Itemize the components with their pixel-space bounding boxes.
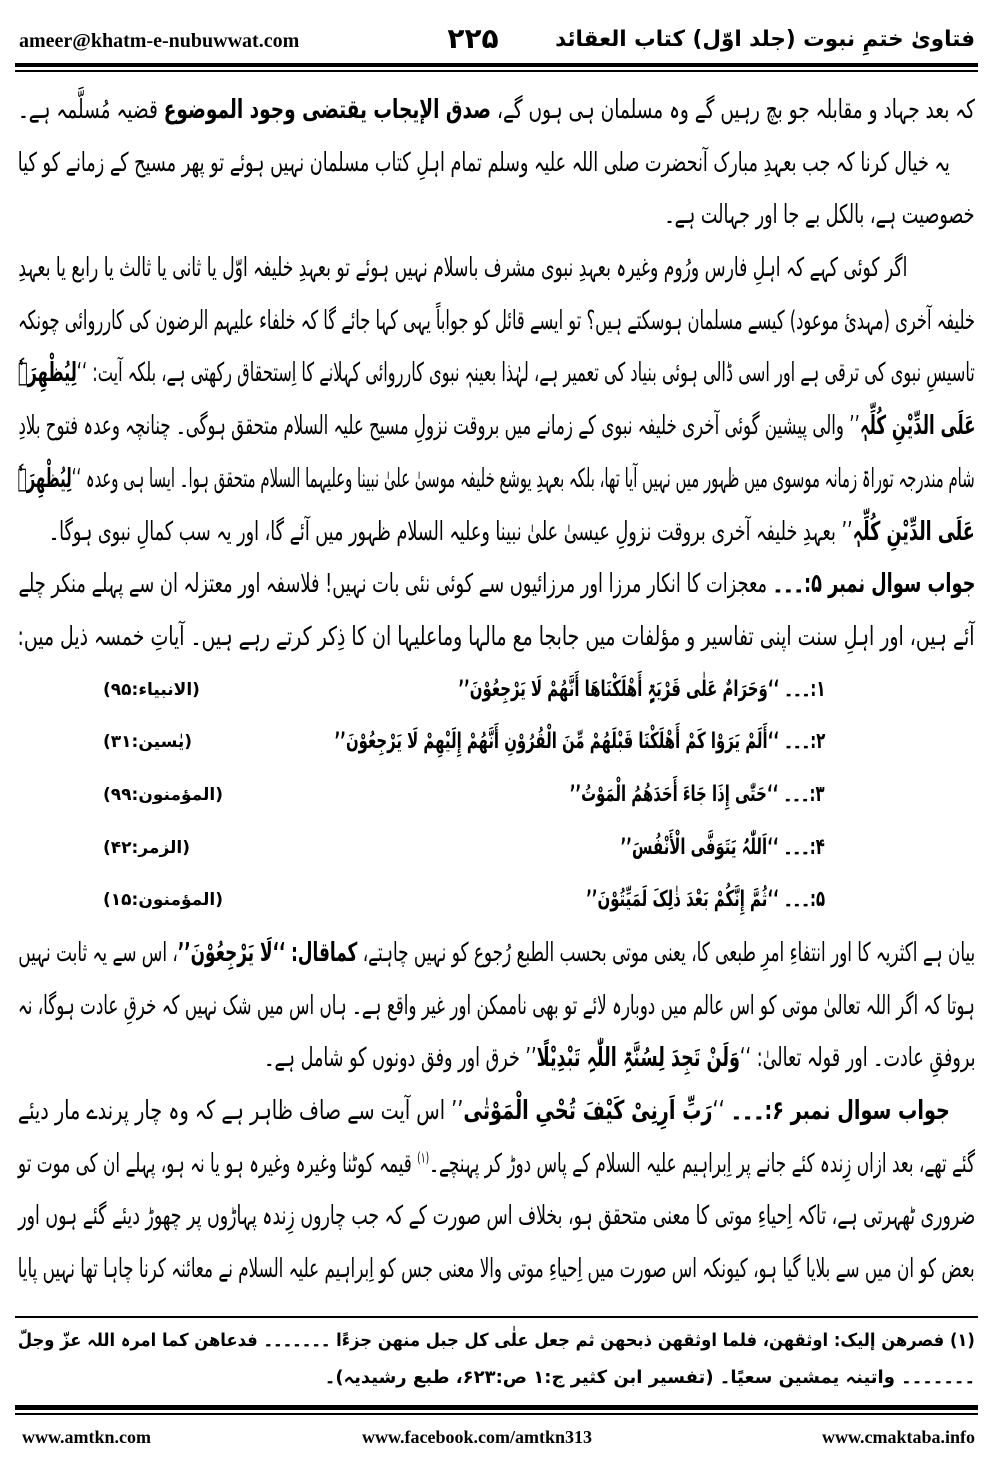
verse-text: ‘‘أَلَمْ یَرَوْا کَمْ أَھْلَکْنَا قَبْلَھُمْ مِّنَ الْقُرُوْنِ أَنَّھُمْ إِلَیْھِمْ لَا یَرْجِعُوْنَ’’ [334, 729, 779, 755]
body-line [18, 558, 975, 611]
footnote-line [18, 1322, 975, 1359]
quranic-phrase: وَلَنْ تَجِدَ لِسُنَّۃِ اللّٰہِ تَبْدِیْلًا [536, 1043, 740, 1074]
text-segment: کہ بعد جہاد و مقابلہ جو بچ رہیں گے وہ مسلمان ہی ہوں گے، [491, 95, 975, 125]
text-segment: بیان ہے اکثریہ کا اور انتفاءِ امرِ طبعی کا، یعنی موتی بحسب الطبع رُجوع کو نہیں چاہتے، [357, 938, 976, 968]
body-line [18, 347, 975, 400]
verse-text-box [248, 664, 825, 717]
quranic-phrase: عَلَی الدِّیْنِ کُلِّہٖ [859, 411, 975, 442]
header-rule-thick [15, 63, 978, 67]
text-segment: ’’ والی پیشین گوئی آخری خلیفہ نبوی کے زمانے میں بروقت نزولِ مسیح علیہ السلام متحقق ہوگی۔ چنانچہ وعدہ فتوح بلادِ [18, 411, 860, 442]
line-content [18, 84, 975, 137]
book-title [555, 22, 975, 58]
line-content [570, 769, 825, 822]
footnote-reference-marker[interactable]: (۱) [417, 1150, 430, 1167]
verse-text-box [248, 716, 825, 769]
verse-number: ۵:۔۔۔ [783, 887, 825, 913]
body-line [18, 453, 975, 506]
quranic-phrase: کماقال: ‘‘لَا یَرْجِعُوْنَ’’ [177, 938, 358, 968]
line-content [586, 874, 825, 927]
body-line [18, 1243, 975, 1296]
footnote-text: فصرھن إلیک: اوثقھن، فلما اوثقھن ذبحھن ثم جعل علٰی کل جبل منھن جزءًا ۔۔۔۔۔۔۔ فدعاھن کما امرہ اللہ عزّ وجلّ [18, 1330, 945, 1351]
book-title-text: فتاویٰ ختمِ نبوت (جلد اوّل) کتاب العقائد [555, 27, 975, 52]
verse-text-box [248, 874, 825, 927]
footer-link-facebook[interactable]: www.facebook.com/amtkn313 [362, 1427, 592, 1447]
line-content [18, 558, 975, 611]
verse-row [18, 822, 975, 875]
line-content [18, 242, 907, 295]
text-segment: ’’ خرق اور وفق دونوں کو شامل ہے۔ [263, 1043, 537, 1074]
body-line [18, 1085, 975, 1138]
line-content [325, 1359, 975, 1396]
verse-number: ۱:۔۔۔ [783, 676, 825, 702]
line-content [18, 980, 975, 1033]
footnote-rule [15, 1316, 978, 1318]
verse-row [18, 874, 975, 927]
verse-text: ‘‘اَللّٰہُ یَتَوَفَّی الْأَنْفُسَ’’ [620, 834, 779, 860]
verse-text: ‘‘ثُمَّ إِنَّکُمْ بَعْدَ ذٰلِکَ لَمَیِّتُوْنَ’’ [586, 887, 779, 913]
line-content [18, 1085, 950, 1138]
quranic-phrase: رَبِّ اَرِنِیْ کَیْفَ تُحْیِ الْمَوْتٰی [463, 1096, 713, 1127]
body-line [18, 295, 975, 348]
text-segment: ’’ بعہدِ خلیفہ آخری بروقت نزولِ عیسیٰ علیٰ نبینا وعلیہ السلام ظہور میں آئے گا، اور یہ سب کمالِ نبوی ہوگا۔ [48, 516, 853, 547]
quranic-phrase: عَلَی الدِّیْنِ کُلِّہٖ [852, 516, 975, 547]
line-content [18, 295, 975, 348]
line-content [18, 1190, 975, 1243]
verse-text: ‘‘حَتّٰی إِذَا جَاءَ أَحَدَھُمُ الْمَوْتُ’’ [570, 781, 779, 807]
verse-reference: (المؤمنون:۱۵) [103, 890, 224, 911]
line-content [18, 400, 975, 453]
body-line [18, 1190, 975, 1243]
body-line [18, 189, 975, 242]
text-segment: بعض کو ان میں سے بلایا گیا ہو، کیونکہ اس صورت میں اِحیاءِ موتی والا معنی جس کو اِبراہیم علیہ السلام نے معائنہ کرنا چاہا تھا نہیں پایا [18, 1254, 975, 1285]
text-segment: خلیفہ آخری (مہدیٔ موعود) کیسے مسلمان ہوسکتے ہیں؟ تو ایسے قائل کو جواباً یہی کہا جائے گا کہ خلفاء علیہم الرضون کی کارروائی چونکہ [18, 305, 975, 336]
line-content [458, 664, 825, 717]
text-segment: گئے تھے، بعد ازاں زِندہ کئے جانے پر اِبراہیم علیہ السلام کے پاس دوڑ کر پہنچے۔ [429, 1148, 975, 1179]
text-segment: ، اس سے یہ ثابت نہیں [18, 938, 178, 968]
verse-number: ۳:۔۔۔ [783, 781, 825, 807]
body-line [18, 980, 975, 1033]
verse-row [18, 769, 975, 822]
text-segment: شام مندرجہ توراۃ زمانہ موسوی میں ظہور میں نہیں آیا تھا، بلکہ بعہدِ یوشع خلیفہ موسیٰ علیٰ نبینا وعلیہما السلام متحقق ہوا۔ ایسا ہی وعدہ ‘‘ [72, 463, 976, 494]
text-segment: معجزات کا انکار مرزا اور مرزائیوں سے کوئی نئی بات نہیں! فلاسفہ اور معتزلہ ان سے پہلے منکر چلے [18, 569, 773, 600]
line-content [18, 453, 975, 506]
body-line [18, 84, 975, 137]
line-content [18, 137, 950, 190]
page-number: ۲۲۵ [447, 22, 499, 55]
text-segment: ہوتا کہ اگر اللہ تعالیٰ موتی کو اس عالم میں دوبارہ لائے تو بھی ناممکن اور غیر واقع ہے۔ ہاں اس میں شک نہیں کہ خرقِ عادت ہوگا، نہ [18, 990, 975, 1021]
question-heading: جواب سوال نمبر ۶:۔۔۔ [730, 1096, 950, 1127]
text-segment: ’’ اس آیت سے صاف ظاہر ہے کہ وہ چار پرندے مار دیئے [17, 1096, 464, 1127]
verse-row [18, 716, 975, 769]
body-line [18, 137, 975, 190]
body-line [18, 506, 975, 559]
verse-text: ‘‘وَحَرَامٌ عَلٰی قَرْیَۃٍ أَھْلَکْنَاھَا أَنَّھُمْ لَا یَرْجِعُوْنَ’’ [458, 676, 779, 702]
verse-reference: (المؤمنون:۹۹) [103, 784, 224, 805]
text-segment: آئے ہیں، اور اہلِ سنت اپنی تفاسیر و مؤلفات میں جابجا مع مالہا وماعلیہا ان کا ذِکر کرتے رہے ہیں۔ آیاتِ خمسہ ذیل میں: [18, 621, 975, 652]
text-segment: قضیہ مُسلَّمہ ہے۔ [18, 95, 164, 125]
arabic-maxim: صدق الإیجاب یقتضی وجود الموضوع [163, 95, 492, 125]
footnote-line [18, 1359, 975, 1396]
body-line [18, 242, 975, 295]
footer-link-amtkn[interactable]: www.amtkn.com [22, 1427, 151, 1447]
header-email[interactable]: ameer@khatm-e-nubuwwat.com [19, 30, 300, 52]
verse-reference: (الزمر:۴۲) [103, 837, 191, 858]
body-line [18, 611, 975, 664]
header-rule-thin [15, 70, 978, 72]
page-body [18, 84, 975, 1296]
line-content [264, 1032, 975, 1085]
footnotes [18, 1322, 975, 1396]
body-line [18, 1138, 975, 1191]
text-segment: خصوصیت ہے، بالکل بے جا اور جہالت ہے۔ [664, 200, 975, 231]
verse-text-box [248, 822, 825, 875]
verse-number: ۲:۔۔۔ [783, 729, 825, 755]
line-content [18, 347, 975, 400]
text-segment: بروفقِ عادت۔ اور قولہ تعالیٰ: ‘‘ [739, 1043, 975, 1074]
line-content [18, 1322, 975, 1359]
line-content [18, 1243, 975, 1296]
question-heading: جواب سوال نمبر ۵:۔۔۔ [772, 569, 975, 600]
line-content [621, 822, 825, 875]
verse-row [18, 664, 975, 717]
verse-reference: (الانبیاء:۹۵) [103, 679, 200, 700]
footer-link-cmaktaba[interactable]: www.cmaktaba.info [821, 1427, 975, 1447]
line-content [334, 716, 825, 769]
footnote-text: ۔۔۔۔۔۔۔ واتینہ یمشین سعیًا۔ (تفسیر ابن کثیر ج:۱ ص:۶۲۳، طبع رشیدیہ)۔ [324, 1367, 975, 1388]
text-segment: اگر کوئی کہے کہ اہلِ فارس ورُوم وغیرہ بعہدِ نبوی مشرف باسلام نہیں ہوئے تو بعہدِ خلیفہ اوّل یا ثانی یا ثالث یا رابع یا بعہدِ [18, 253, 907, 284]
footer-rule-thin [15, 1413, 978, 1415]
body-line [18, 400, 975, 453]
verse-number: ۴:۔۔۔ [783, 834, 825, 860]
line-content [18, 1138, 975, 1191]
quranic-phrase: لِیُظْھِرَہٗ [18, 463, 73, 494]
line-content [665, 189, 975, 242]
quranic-phrase: لِیُظْھِرَہٗ [18, 358, 77, 389]
verse-reference: (یٰسین:۳۱) [103, 732, 193, 753]
text-segment: ‘‘ [712, 1096, 731, 1127]
text-segment: ضروری ٹھہرتی ہے، تاکہ اِحیاءِ موتی کا معنی متحقق ہو، بخلاف اس صورت کے کہ جب چاروں زِندہ پہاڑوں پر چھوڑ دیئے گئے ہوں اور [18, 1201, 975, 1232]
footer-rule-thick [15, 1405, 978, 1410]
verse-text-box [248, 769, 825, 822]
body-line [18, 927, 975, 980]
text-segment: قیمہ کوٹنا وغیرہ وغیرہ ہو یا نہ ہو، پہلے ان کی موت تو [17, 1148, 418, 1179]
line-content [49, 506, 975, 559]
body-line [18, 1032, 975, 1085]
footnote-marker: (۱) [950, 1330, 975, 1351]
text-segment: تاسیسِ نبوی کی ترقی ہے اور اسی ڈالی ہوئی بنیاد کی تعمیر ہے، لہٰذا بعینہٖ نبوی کارروائی کہلانے کا اِستحقاق رکھتی ہے، بلکہ آیت: ‘‘ [76, 358, 976, 389]
line-content [18, 611, 975, 664]
text-segment: یہ خیال کرنا کہ جب بعہدِ مبارک آنحضرت صلی اللہ علیہ وسلم تمام اہلِ کتاب مسلمان نہیں ہوئے تو پھر مسیح کے زمانے کو کیا [18, 147, 950, 178]
line-content [18, 927, 975, 980]
